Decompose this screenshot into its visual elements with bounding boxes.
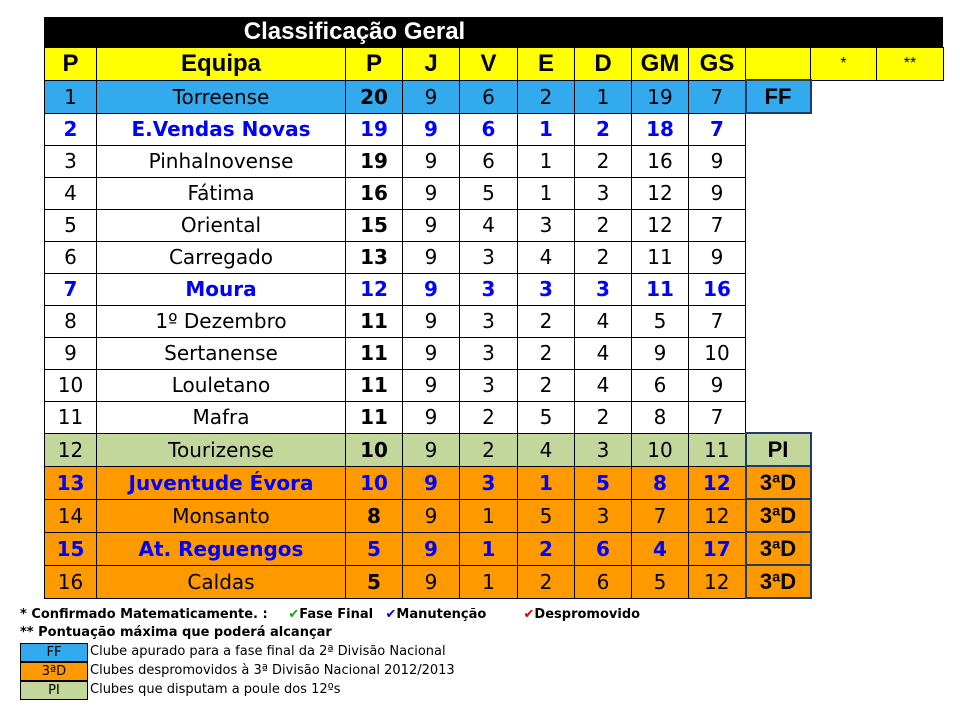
cell-confirmed xyxy=(811,209,877,241)
cell-confirmed xyxy=(811,177,877,209)
header-goals-against: GS xyxy=(689,48,746,81)
cell-goals-against: 9 xyxy=(689,145,746,177)
table-row xyxy=(45,433,944,466)
cell-goals-for: 12 xyxy=(632,177,689,209)
cell-wins: 6 xyxy=(460,113,518,145)
cell-goals-for: 11 xyxy=(632,273,689,305)
cell-confirmed xyxy=(811,145,877,177)
status-empty xyxy=(746,209,811,241)
cell-points: 11 xyxy=(346,337,403,369)
cell-position: 5 xyxy=(45,209,97,241)
cell-confirmed xyxy=(811,433,877,466)
cell-wins: 3 xyxy=(460,466,518,499)
cell-max-points xyxy=(877,369,944,401)
status-badge: 3ªD xyxy=(746,565,811,598)
table-row xyxy=(45,466,944,499)
cell-max-points xyxy=(877,565,944,598)
cell-points: 19 xyxy=(346,145,403,177)
status-badge: 3ªD xyxy=(746,499,811,532)
table-title: Classificação Geral xyxy=(243,18,466,45)
key-pl-text: Clubes que disputam a poule dos 12ºs xyxy=(90,682,341,697)
cell-goals-against: 12 xyxy=(689,466,746,499)
cell-confirmed xyxy=(811,113,877,145)
cell-losses: 6 xyxy=(575,532,632,565)
cell-draws: 4 xyxy=(518,433,575,466)
status-empty xyxy=(746,305,811,337)
cell-losses: 4 xyxy=(575,305,632,337)
cell-points: 15 xyxy=(346,209,403,241)
cell-draws: 2 xyxy=(518,532,575,565)
status-empty xyxy=(746,113,811,145)
status-empty xyxy=(746,337,811,369)
cell-goals-for: 7 xyxy=(632,499,689,532)
cell-played: 9 xyxy=(403,241,460,273)
cell-goals-against: 7 xyxy=(689,113,746,145)
cell-wins: 3 xyxy=(460,369,518,401)
status-empty xyxy=(746,241,811,273)
cell-confirmed xyxy=(811,337,877,369)
cell-losses: 2 xyxy=(575,145,632,177)
cell-goals-for: 18 xyxy=(632,113,689,145)
cell-team: Caldas xyxy=(97,565,346,598)
header-max-points: ** xyxy=(877,48,944,81)
cell-played: 9 xyxy=(403,209,460,241)
cell-goals-for: 10 xyxy=(632,433,689,466)
cell-draws: 2 xyxy=(518,305,575,337)
cell-goals-for: 19 xyxy=(632,80,689,113)
cell-goals-against: 7 xyxy=(689,401,746,433)
cell-wins: 1 xyxy=(460,565,518,598)
check-green-icon: ✔ xyxy=(288,607,300,622)
cell-position: 13 xyxy=(45,466,97,499)
cell-played: 9 xyxy=(403,80,460,113)
cell-wins: 1 xyxy=(460,499,518,532)
cell-team: At. Reguengos xyxy=(97,532,346,565)
cell-max-points xyxy=(877,532,944,565)
cell-losses: 4 xyxy=(575,369,632,401)
table-row xyxy=(45,177,944,209)
cell-played: 9 xyxy=(403,466,460,499)
cell-played: 9 xyxy=(403,145,460,177)
cell-losses: 2 xyxy=(575,113,632,145)
cell-points: 8 xyxy=(346,499,403,532)
cell-wins: 5 xyxy=(460,177,518,209)
cell-points: 10 xyxy=(346,433,403,466)
cell-losses: 3 xyxy=(575,499,632,532)
header-status xyxy=(746,48,811,81)
header-team: Equipa xyxy=(97,48,346,81)
cell-position: 15 xyxy=(45,532,97,565)
cell-confirmed xyxy=(811,565,877,598)
standings-body xyxy=(45,48,944,599)
cell-wins: 3 xyxy=(460,241,518,273)
cell-goals-against: 9 xyxy=(689,177,746,209)
cell-team: Carregado xyxy=(97,241,346,273)
cell-played: 9 xyxy=(403,337,460,369)
table-row xyxy=(45,273,944,305)
cell-goals-against: 16 xyxy=(689,273,746,305)
cell-played: 9 xyxy=(403,499,460,532)
legend-despromovido: Despromovido xyxy=(534,607,641,622)
cell-max-points xyxy=(877,433,944,466)
header-draws: E xyxy=(518,48,575,81)
cell-position: 9 xyxy=(45,337,97,369)
table-row xyxy=(45,369,944,401)
cell-wins: 3 xyxy=(460,337,518,369)
cell-losses: 3 xyxy=(575,433,632,466)
cell-draws: 1 xyxy=(518,466,575,499)
cell-team: Sertanense xyxy=(97,337,346,369)
cell-goals-against: 11 xyxy=(689,433,746,466)
table-row xyxy=(45,241,944,273)
legend-manutencao: Manutenção xyxy=(396,607,487,622)
status-empty xyxy=(746,273,811,305)
legend-line-2 xyxy=(20,625,332,640)
cell-goals-against: 12 xyxy=(689,565,746,598)
cell-losses: 5 xyxy=(575,466,632,499)
cell-draws: 2 xyxy=(518,565,575,598)
cell-draws: 3 xyxy=(518,273,575,305)
cell-losses: 1 xyxy=(575,80,632,113)
cell-position: 11 xyxy=(45,401,97,433)
cell-max-points xyxy=(877,145,944,177)
cell-losses: 4 xyxy=(575,337,632,369)
cell-position: 7 xyxy=(45,273,97,305)
key-pl-box: PI xyxy=(20,681,88,700)
table-row xyxy=(45,209,944,241)
status-badge: 3ªD xyxy=(746,532,811,565)
cell-max-points xyxy=(877,80,944,113)
cell-goals-for: 5 xyxy=(632,305,689,337)
cell-confirmed xyxy=(811,305,877,337)
cell-goals-against: 7 xyxy=(689,80,746,113)
table-row xyxy=(45,565,944,598)
header-points: P xyxy=(346,48,403,81)
cell-wins: 2 xyxy=(460,433,518,466)
cell-goals-against: 17 xyxy=(689,532,746,565)
header-played: J xyxy=(403,48,460,81)
cell-goals-for: 5 xyxy=(632,565,689,598)
table-row xyxy=(45,532,944,565)
cell-confirmed xyxy=(811,401,877,433)
table-row xyxy=(45,145,944,177)
cell-points: 5 xyxy=(346,532,403,565)
status-empty xyxy=(746,401,811,433)
header-losses: D xyxy=(575,48,632,81)
cell-team: E.Vendas Novas xyxy=(97,113,346,145)
cell-points: 20 xyxy=(346,80,403,113)
cell-played: 9 xyxy=(403,177,460,209)
key-3d-box: 3ªD xyxy=(20,662,88,681)
cell-position: 10 xyxy=(45,369,97,401)
cell-played: 9 xyxy=(403,305,460,337)
cell-max-points xyxy=(877,209,944,241)
cell-goals-against: 9 xyxy=(689,369,746,401)
cell-goals-for: 11 xyxy=(632,241,689,273)
cell-goals-for: 4 xyxy=(632,532,689,565)
cell-team: Tourizense xyxy=(97,433,346,466)
cell-draws: 5 xyxy=(518,401,575,433)
cell-confirmed xyxy=(811,532,877,565)
cell-goals-for: 16 xyxy=(632,145,689,177)
cell-wins: 6 xyxy=(460,80,518,113)
cell-losses: 2 xyxy=(575,241,632,273)
cell-wins: 3 xyxy=(460,305,518,337)
cell-max-points xyxy=(877,305,944,337)
cell-points: 11 xyxy=(346,369,403,401)
cell-losses: 3 xyxy=(575,177,632,209)
cell-points: 19 xyxy=(346,113,403,145)
check-blue-icon: ✔ xyxy=(385,607,397,622)
cell-team: Pinhalnovense xyxy=(97,145,346,177)
cell-draws: 5 xyxy=(518,499,575,532)
cell-draws: 2 xyxy=(518,80,575,113)
cell-max-points xyxy=(877,273,944,305)
cell-points: 11 xyxy=(346,401,403,433)
cell-played: 9 xyxy=(403,433,460,466)
cell-draws: 1 xyxy=(518,145,575,177)
cell-losses: 2 xyxy=(575,209,632,241)
header-position: P xyxy=(45,48,97,81)
table-row xyxy=(45,113,944,145)
table-row xyxy=(45,305,944,337)
cell-goals-against: 10 xyxy=(689,337,746,369)
cell-played: 9 xyxy=(403,273,460,305)
cell-draws: 3 xyxy=(518,209,575,241)
legend-max-points-label: ** Pontuação máxima que poderá alcançar xyxy=(20,625,332,640)
check-red-icon: ✔ xyxy=(523,607,535,622)
cell-max-points xyxy=(877,401,944,433)
status-empty xyxy=(746,145,811,177)
cell-draws: 4 xyxy=(518,241,575,273)
cell-goals-against: 7 xyxy=(689,305,746,337)
cell-position: 12 xyxy=(45,433,97,466)
cell-team: Monsanto xyxy=(97,499,346,532)
status-empty xyxy=(746,369,811,401)
cell-position: 4 xyxy=(45,177,97,209)
cell-team: Juventude Évora xyxy=(97,466,346,499)
cell-draws: 1 xyxy=(518,177,575,209)
cell-position: 16 xyxy=(45,565,97,598)
cell-confirmed xyxy=(811,273,877,305)
key-3d-text: Clubes despromovidos à 3ª Divisão Nacional 2012/2013 xyxy=(90,663,455,678)
cell-played: 9 xyxy=(403,532,460,565)
legend-confirmed-label: * Confirmado Matematicamente. : xyxy=(20,607,268,622)
cell-losses: 3 xyxy=(575,273,632,305)
cell-goals-for: 12 xyxy=(632,209,689,241)
status-badge: 3ªD xyxy=(746,466,811,499)
header-row xyxy=(45,48,944,81)
cell-max-points xyxy=(877,241,944,273)
cell-played: 9 xyxy=(403,113,460,145)
cell-points: 11 xyxy=(346,305,403,337)
cell-position: 6 xyxy=(45,241,97,273)
cell-goals-for: 8 xyxy=(632,401,689,433)
cell-max-points xyxy=(877,113,944,145)
cell-wins: 3 xyxy=(460,273,518,305)
header-wins: V xyxy=(460,48,518,81)
cell-confirmed xyxy=(811,241,877,273)
cell-points: 10 xyxy=(346,466,403,499)
legend-fase-final: Fase Final xyxy=(299,607,374,622)
cell-team: Fátima xyxy=(97,177,346,209)
table-row xyxy=(45,499,944,532)
cell-points: 5 xyxy=(346,565,403,598)
cell-max-points xyxy=(877,337,944,369)
cell-losses: 2 xyxy=(575,401,632,433)
cell-wins: 6 xyxy=(460,145,518,177)
key-ff-text: Clube apurado para a fase final da 2ª Divisão Nacional xyxy=(90,644,446,659)
cell-confirmed xyxy=(811,80,877,113)
cell-goals-for: 9 xyxy=(632,337,689,369)
cell-max-points xyxy=(877,466,944,499)
cell-goals-against: 7 xyxy=(689,209,746,241)
table-row xyxy=(45,337,944,369)
cell-confirmed xyxy=(811,369,877,401)
cell-points: 13 xyxy=(346,241,403,273)
cell-team: Louletano xyxy=(97,369,346,401)
cell-goals-against: 12 xyxy=(689,499,746,532)
key-ff-box: FF xyxy=(20,643,88,662)
cell-confirmed xyxy=(811,466,877,499)
cell-losses: 6 xyxy=(575,565,632,598)
header-confirmed: * xyxy=(811,48,877,81)
cell-position: 2 xyxy=(45,113,97,145)
legend-line-1 xyxy=(20,607,640,622)
cell-max-points xyxy=(877,499,944,532)
cell-played: 9 xyxy=(403,369,460,401)
cell-confirmed xyxy=(811,499,877,532)
table-row xyxy=(45,80,944,113)
cell-max-points xyxy=(877,177,944,209)
cell-goals-for: 8 xyxy=(632,466,689,499)
cell-team: Oriental xyxy=(97,209,346,241)
header-goals-for: GM xyxy=(632,48,689,81)
cell-draws: 2 xyxy=(518,337,575,369)
cell-position: 14 xyxy=(45,499,97,532)
cell-wins: 4 xyxy=(460,209,518,241)
cell-team: Mafra xyxy=(97,401,346,433)
table-title-bar xyxy=(44,17,943,47)
cell-played: 9 xyxy=(403,565,460,598)
cell-team: Torreense xyxy=(97,80,346,113)
cell-wins: 2 xyxy=(460,401,518,433)
status-badge: PI xyxy=(746,433,811,466)
status-badge: FF xyxy=(746,80,811,113)
cell-team: 1º Dezembro xyxy=(97,305,346,337)
cell-draws: 1 xyxy=(518,113,575,145)
cell-points: 16 xyxy=(346,177,403,209)
cell-wins: 1 xyxy=(460,532,518,565)
status-empty xyxy=(746,177,811,209)
cell-team: Moura xyxy=(97,273,346,305)
cell-goals-for: 6 xyxy=(632,369,689,401)
cell-position: 3 xyxy=(45,145,97,177)
cell-draws: 2 xyxy=(518,369,575,401)
cell-points: 12 xyxy=(346,273,403,305)
cell-played: 9 xyxy=(403,401,460,433)
cell-position: 8 xyxy=(45,305,97,337)
cell-position: 1 xyxy=(45,80,97,113)
cell-goals-against: 9 xyxy=(689,241,746,273)
standings-table xyxy=(44,47,944,599)
table-row xyxy=(45,401,944,433)
